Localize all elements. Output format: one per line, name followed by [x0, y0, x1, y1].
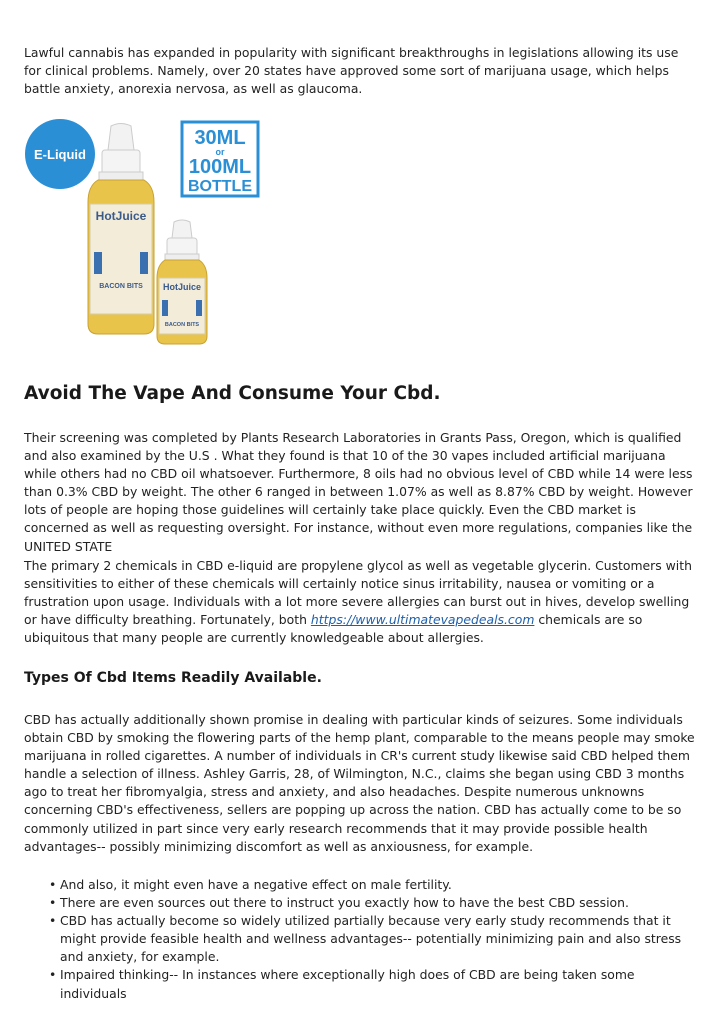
e-liquid-badge-text: E-Liquid: [34, 147, 86, 162]
svg-text:or: or: [215, 147, 225, 157]
paragraph-chemicals-text-start: The primary 2 chemicals in CBD e-liquid are propylene glycol as well as vegetable glycerin. Customers with sensitivities to either of these chemicals will certainly notice sinus irritability, nausea or vomiting or a frustration upon usage. Individuals with a lot more severe allergies can burst out in hives, develop swelling or have difficulty breathing. Fortunately, both: [24, 558, 692, 628]
intro-paragraph: Lawful cannabis has expanded in popularity with significant breakthroughs in legislations allowing its use for clinical problems. Namely, over 20 states have approved some sort of marijuana usage, which helps battle anxiety, anorexia nervosa, as well as glaucoma.: [24, 45, 679, 97]
paragraph-screening: Their screening was completed by Plants Research Laboratories in Grants Pass, Oregon, which is qualified and also examined by the U.S . What they found is that 10 of the 30 vapes included artificial marijuana while others had no CBD oil whatsoever. Furthermore, 8 oils had no obvious level of CBD while 14 were less than 0.3% CBD by weight. The other 6 ranged in between 1.07% as well as 8.87% CBD by weight. However lots of people are hoping those guidelines will certainly take place quickly. Even the CBD market is concerned as well as requesting oversight. For instance, without even more regulations, companies like the UNITED STATE: [24, 430, 693, 554]
svg-text:HotJuice: HotJuice: [95, 209, 147, 223]
list-item: • Impaired thinking-- In instances where exceptionally high does of CBD are being taken some individuals: [60, 966, 696, 1002]
svg-text:BOTTLE: BOTTLE: [188, 178, 252, 195]
paragraph-chemicals: [24, 557, 696, 647]
list-item: • There are even sources out there to instruct you exactly how to have the best CBD session.: [60, 894, 696, 912]
product-image: [24, 112, 264, 348]
section-heading-avoid-vape: Avoid The Vape And Consume Your Cbd.: [24, 383, 441, 404]
paragraph-chemicals-text-end: chemicals are so ubiquitous that many people are currently knowledgeable about allergies.: [24, 612, 643, 646]
bullet-list: [24, 876, 696, 1003]
ultimatevapedeals-link[interactable]: https://www.ultimatevapedeals.com: [310, 612, 535, 628]
svg-text:BACON BITS: BACON BITS: [164, 322, 200, 328]
svg-text:30ML: 30ML: [194, 127, 246, 149]
svg-text:HotJuice: HotJuice: [162, 282, 202, 292]
large-bottle: [88, 124, 154, 335]
svg-text:100ML: 100ML: [188, 156, 252, 178]
small-bottle: [157, 220, 207, 344]
svg-text:BACON BITS: BACON BITS: [99, 283, 143, 290]
list-item: • CBD has actually become so widely utilized partially because very early study recommends that it might provide feasible health and wellness advantages-- potentially minimizing pain and also stress and anxiety, for example.: [60, 912, 696, 966]
section-heading-types: Types Of Cbd Items Readily Available.: [24, 670, 322, 686]
paragraph-seizures: CBD has actually additionally shown promise in dealing with particular kinds of seizures. Some individuals obtain CBD by smoking the flowering parts of the hemp plant, comparable to the means people may smoke marijuana in rolled cigarettes. A number of individuals in CR's current study likewise said CBD helped them handle a selection of illness. Ashley Garris, 28, of Wilmington, N.C., claims she began using CBD 3 months ago to treat her fibromyalgia, stress and anxiety, and also headaches. Despite numerous unknowns concerning CBD's effectiveness, sellers are popping up across the nation. CBD has actually come to be so commonly utilized in part since very early research recommends that it may provide possible health advantages-- possibly minimizing discomfort as well as anxiousness, for example.: [24, 712, 695, 854]
list-item: • And also, it might even have a negative effect on male fertility.: [60, 876, 696, 894]
